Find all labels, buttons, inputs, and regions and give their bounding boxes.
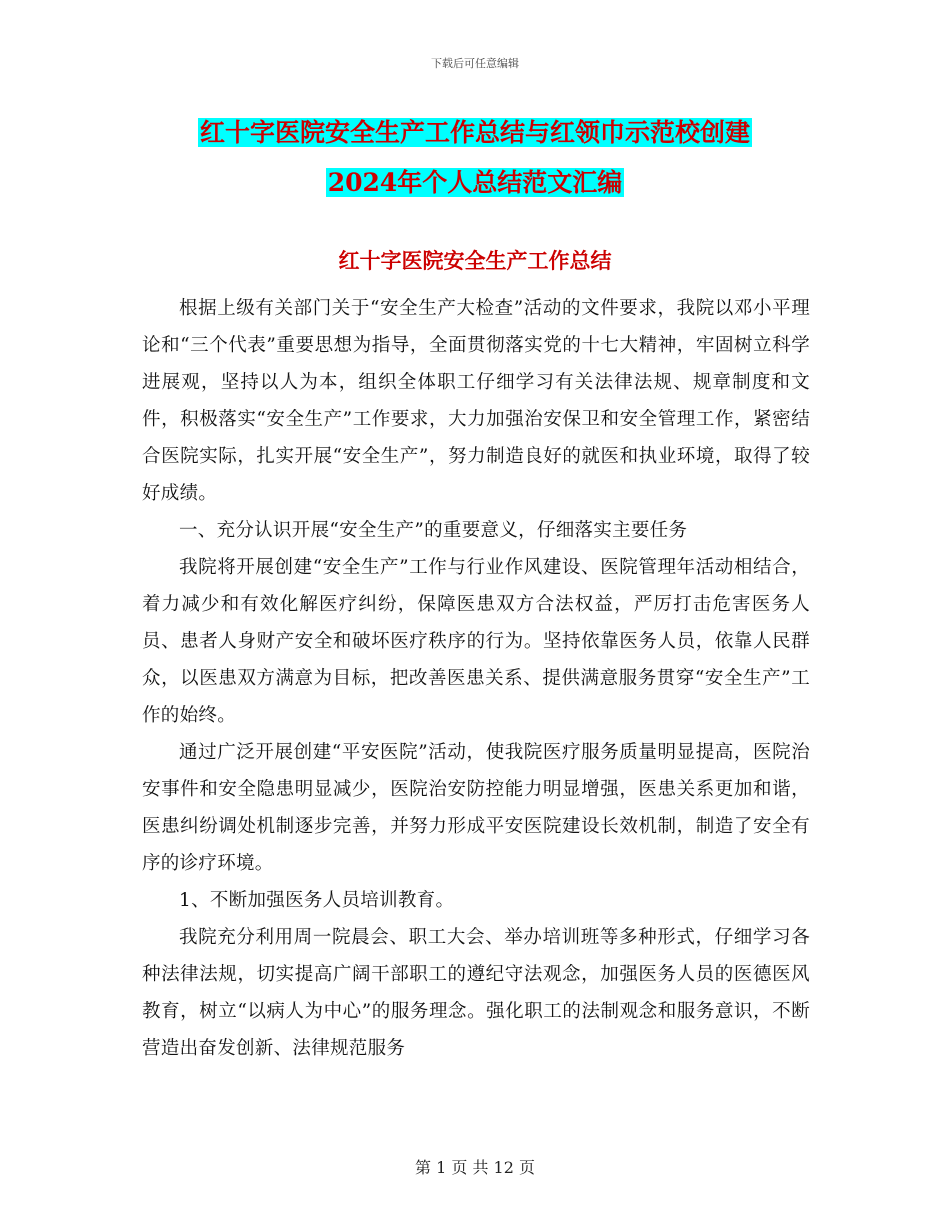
section-title: 红十字医院安全生产工作总结 bbox=[338, 248, 612, 273]
paragraph-heading: 一、充分认识开展“安全生产”的重要意义，仔细落实主要任务 bbox=[179, 520, 688, 541]
document-body bbox=[142, 290, 810, 1067]
title-line-1: 红十字医院安全生产工作总结与红领巾示范校创建 bbox=[199, 118, 750, 147]
paragraph: 我院充分利用周一院晨会、职工大会、举办培训班等多种形式，仔细学习各种法律法规，切实提高广阔干部职工的遵纪守法观念，加强医务人员的医德医风教育，树立“以病人为中心”的服务理念。强化职工的法制观念和服务意识，不断营造出奋发创新、法律规范服务 bbox=[142, 927, 810, 1059]
title-line-2: 2024年个人总结范文汇编 bbox=[327, 168, 623, 197]
paragraph: 根据上级有关部门关于“安全生产大检查”活动的文件要求，我院以邓小平理论和“三个代表”重要思想为指导，全面贯彻落实党的十七大精神，牢固树立科学进展观，坚持以人为本，组织全体职工仔细学习有关法律法规、规章制度和文件，积极落实“安全生产”工作要求，大力加强治安保卫和安全管理工作，紧密结合医院实际，扎实开展“安全生产”，努力制造良好的就医和执业环境，取得了较好成绩。 bbox=[142, 298, 810, 504]
paragraph-heading: 1、不断加强医务人员培训教育。 bbox=[179, 890, 455, 911]
header-note: 下载后可任意编辑 bbox=[431, 57, 519, 70]
document-title bbox=[0, 108, 950, 208]
paragraph: 我院将开展创建“安全生产”工作与行业作风建设、医院管理年活动相结合，着力减少和有效化解医疗纠纷，保障医患双方合法权益，严厉打击危害医务人员、患者人身财产安全和破坏医疗秩序的行为。坚持依靠医务人员，依靠人民群众，以医患双方满意为目标，把改善医患关系、提供满意服务贯穿“安全生产”工作的始终。 bbox=[142, 557, 810, 726]
page-footer: 第 1 页 共 12 页 bbox=[415, 1158, 535, 1177]
paragraph: 通过广泛开展创建“平安医院”活动，使我院医疗服务质量明显提高，医院治安事件和安全隐患明显减少，医院治安防控能力明显增强，医患关系更加和谐，医患纠纷调处机制逐步完善，并努力形成平安医院建设长效机制，制造了安全有序的诊疗环境。 bbox=[142, 742, 810, 874]
